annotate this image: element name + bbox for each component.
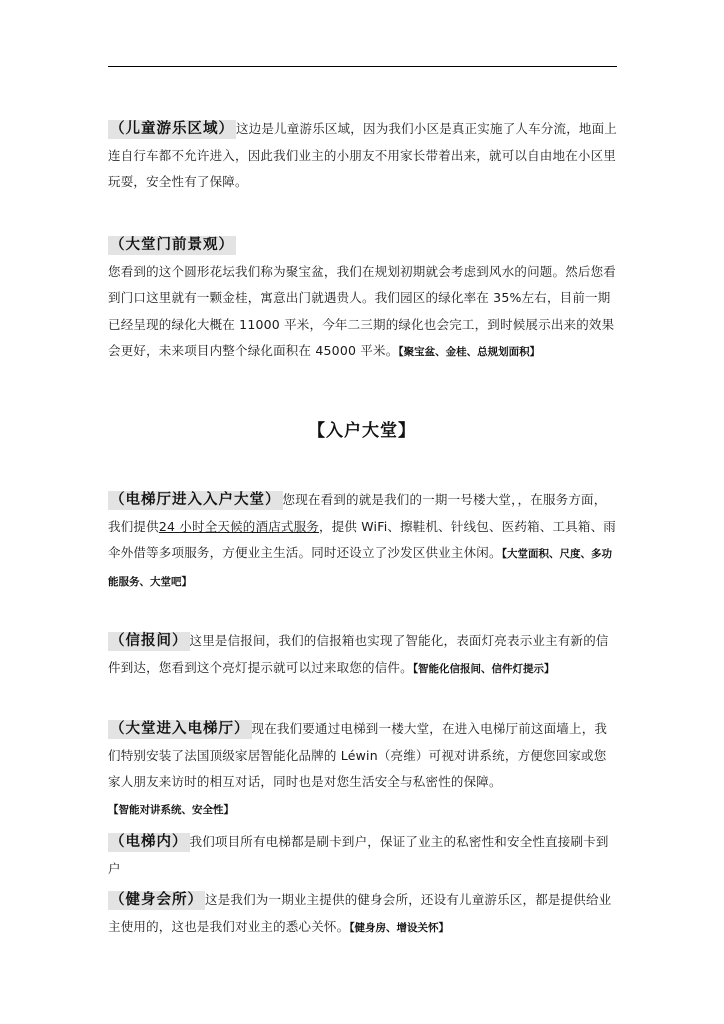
keywords: 【智能对讲系统、安全性】 <box>108 803 234 816</box>
section-text: 您现在看到的就是我们的一期一号楼大堂，，在服务方面，我们提供 <box>108 492 607 534</box>
section-title: （健身会所） <box>110 892 203 908</box>
section-title: （电梯厅进入入户大堂） <box>110 492 281 508</box>
page-heading: 【入户大堂】 <box>308 421 416 441</box>
underlined-text: 24 小时全天候的酒店式服务 <box>158 518 319 534</box>
keywords: 【聚宝盆、金桂、总规划面积】 <box>398 346 541 358</box>
keywords: 【大堂面积、尺度、多功能服务、大堂吧】 <box>108 548 612 588</box>
section-lobby-front <box>108 232 618 366</box>
section-title: （电梯内） <box>110 834 188 850</box>
section-gym <box>108 887 618 941</box>
section-text: ，提供 WiFi、擦鞋机、针线包、医药箱、工具箱、雨伞外借等多项服务，方便业主生活。同时还设立了沙发区供业主休闲。 <box>108 518 616 560</box>
section-text: 这里是信报间，我们的信报箱也实现了智能化，表面灯亮表示业主有新的信件到达，您看到这个亮灯提示就可以过来取您的信件。 <box>108 633 609 675</box>
section-text: 这是我们为一期业主提供的健身会所，还设有儿童游乐区，都是提供给业主使用的，这也是我们对业主的悉心关怀。 <box>108 892 612 934</box>
section-text: 您看到的这个圆形花坛我们称为聚宝盆，我们在规划初期就会考虑到风水的问题。然后您看到门口这里就有一颗金桂，寓意出门就遇贵人。我们园区的绿化率在 35%左右，目前一期已经呈现的绿化大概在 11000 平米，今年二三期的绿化也会完工，到时候展示出来的效果会更好，未来项目内整个绿化面积在 45000 平米。 <box>108 263 617 358</box>
section-playground <box>108 116 618 196</box>
section-text: 我们项目所有电梯都是刷卡到户，保证了业主的私密性和安全性直接刷卡到户 <box>108 834 609 876</box>
section-text: 现在我们要通过电梯到一楼大堂，在进入电梯厅前这面墙上，我们特别安装了法国顶级家居智能化品牌的 Léwin（亮维）可视对讲系统，方便您回家或您家人朋友来访时的相互对话，同时也是对您生活安全与私密性的保障。 <box>108 721 608 789</box>
header-rule <box>108 66 617 67</box>
section-title: （儿童游乐区域） <box>110 121 234 137</box>
keywords: 【智能化信报间、信件灯提示】 <box>412 662 555 675</box>
section-title: （大堂进入电梯厅） <box>110 721 250 737</box>
section-elevator-hall <box>108 487 618 595</box>
section-text: 这边是儿童游乐区域，因为我们小区是真正实施了人车分流，地面上连自行车都不允许进入，因此我们业主的小朋友不用家长带着出来，就可以自由地在小区里玩耍，安全性有了保障。 <box>108 121 618 189</box>
section-title: （信报间） <box>110 633 188 649</box>
section-mailroom <box>108 628 618 682</box>
section-lobby-to-elevator <box>108 716 618 823</box>
section-in-elevator <box>108 829 618 882</box>
keywords: 【健身房、增设关怀】 <box>349 921 450 934</box>
section-title: （大堂门前景观） <box>110 237 234 253</box>
